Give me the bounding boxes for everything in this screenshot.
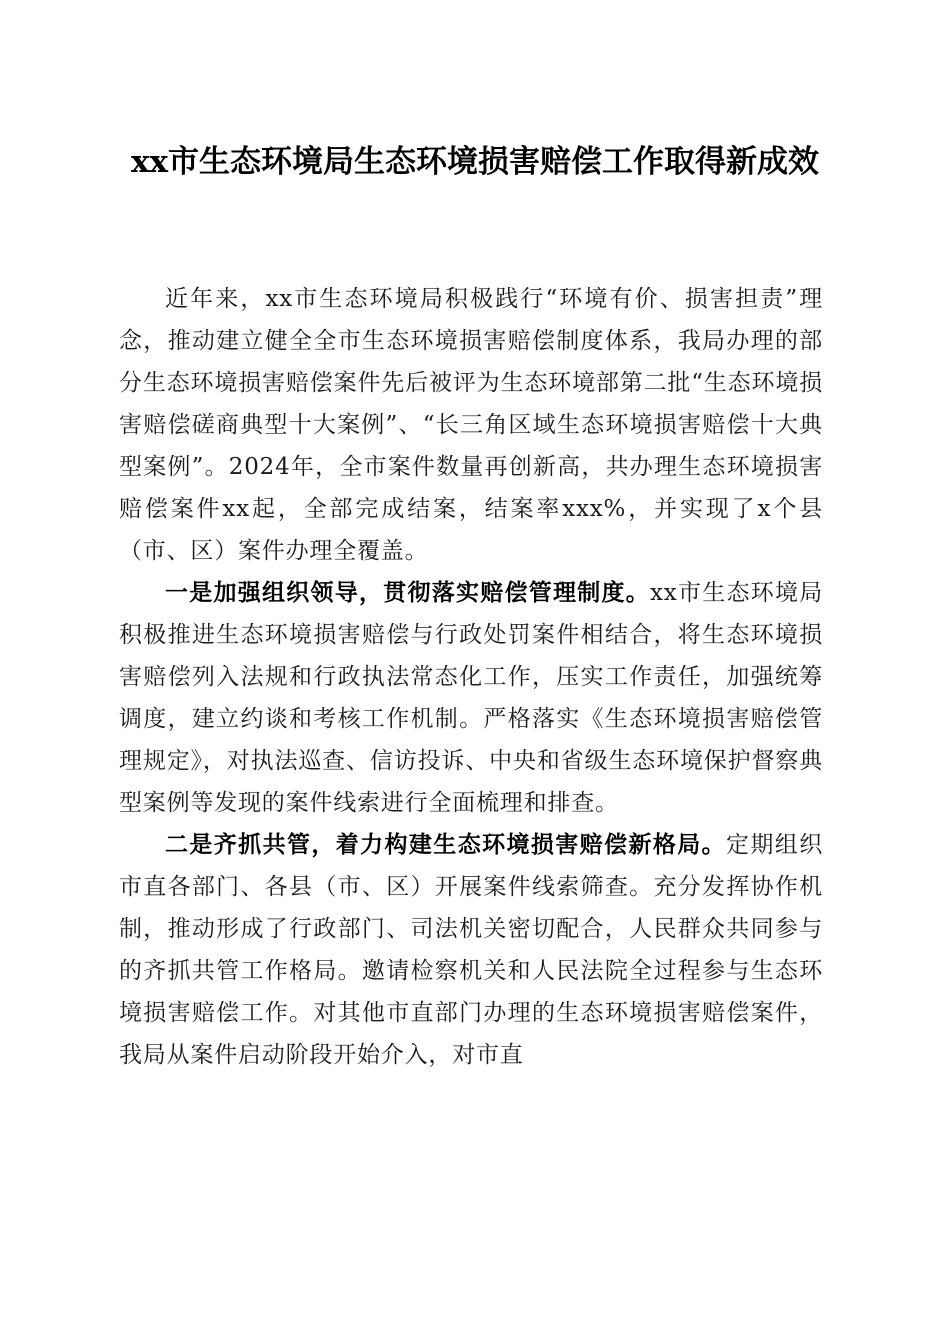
paragraph-text: 定期组织市直各部门、各县（市、区）开展案件线索筛查。充分发挥协作机制，推动形成了行政部门、司法机关密切配合，人民群众共同参与的齐抓共管工作格局。邀请检察机关和人民法院全过程参与生态环境损害赔偿工作。对其他市直部门办理的生态环境损害赔偿案件，我局从案件启动阶段开始介入，对市直 <box>119 832 823 1068</box>
paragraph-organization <box>119 572 823 824</box>
paragraph-text: 近年来，xx市生态环境局积极践行“环境有价、损害担责”理念，推动建立健全全市生态环境损害赔偿制度体系，我局办理的部分生态环境损害赔偿案件先后被评为生态环境部第二批“生态环境损害赔偿磋商典型十大案例”、“长三角区域生态环境损害赔偿十大典型案例”。2024年，全市案件数量再创新高，共办理生态环境损害赔偿案件xx起，全部完成结案，结案率xxx%，并实现了x个县（市、区）案件办理全覆盖。 <box>119 286 823 564</box>
document-body <box>119 278 823 1076</box>
paragraph-intro <box>119 278 823 572</box>
document-title: xx市生态环境局生态环境损害赔偿工作取得新成效 <box>131 144 819 180</box>
paragraph-text: xx市生态环境局积极推进生态环境损害赔偿与行政处罚案件相结合，将生态环境损害赔偿列入法规和行政执法常态化工作，压实工作责任，加强统筹调度，建立约谈和考核工作机制。严格落实《生态环境损害赔偿管理规定》，对执法巡查、信访投诉、中央和省级生态环境保护督察典型案例等发现的案件线索进行全面梳理和排查。 <box>119 580 824 816</box>
paragraph-lead: 一是加强组织领导，贯彻落实赔偿管理制度。 <box>165 579 650 606</box>
paragraph-lead: 二是齐抓共管，着力构建生态环境损害赔偿新格局。 <box>165 831 727 858</box>
paragraph-cooperation <box>119 824 823 1076</box>
